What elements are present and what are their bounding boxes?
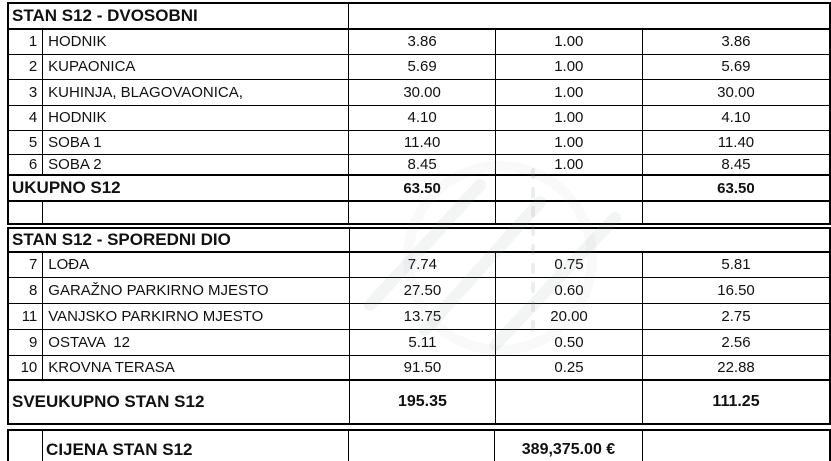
empty-cell <box>43 201 349 224</box>
coefficient: 1.00 <box>495 29 642 54</box>
row-number: 5 <box>8 130 43 154</box>
row-number: 11 <box>8 303 43 329</box>
coefficient: 1.00 <box>495 154 642 175</box>
table-row <box>8 154 830 175</box>
grand-total-label: SVEUKUPNO STAN S12 <box>8 380 349 424</box>
room-name: VANJSKO PARKIRNO MJESTO <box>43 303 350 329</box>
room-name: KROVNA TERASA <box>43 355 350 380</box>
table-row <box>8 303 830 329</box>
price-row <box>8 430 830 461</box>
section-title: STAN S12 - DVOSOBNI <box>8 3 349 29</box>
room-name: KUHINJA, BLAGOVAONICA, <box>43 79 349 105</box>
table-row <box>8 355 830 380</box>
table-row <box>8 329 830 355</box>
computed-value: 5.69 <box>642 54 830 79</box>
empty-cell <box>349 201 495 224</box>
area-value: 3.86 <box>349 29 495 54</box>
section-header-row <box>8 228 830 252</box>
empty-cell <box>349 3 830 29</box>
area-value: 4.10 <box>349 105 495 130</box>
price-value: 389,375.00 € <box>494 430 642 461</box>
price-table <box>7 429 831 461</box>
area-value: 13.75 <box>349 303 495 329</box>
computed-value: 8.45 <box>642 154 830 175</box>
computed-value: 4.10 <box>642 105 830 130</box>
spacer-row <box>8 201 830 224</box>
row-number: 10 <box>8 355 43 380</box>
empty-cell <box>8 430 43 461</box>
area-value: 30.00 <box>349 79 495 105</box>
grand-total-row <box>8 380 830 424</box>
computed-value: 11.40 <box>642 130 830 154</box>
area-value: 91.50 <box>349 355 495 380</box>
table-row <box>8 79 830 105</box>
coefficient: 0.60 <box>496 277 643 303</box>
grand-total-value: 111.25 <box>643 380 830 424</box>
coefficient: 1.00 <box>495 79 642 105</box>
secondary-area-table <box>7 227 831 425</box>
row-number: 1 <box>8 29 43 54</box>
coefficient: 0.25 <box>496 355 643 380</box>
row-number: 9 <box>8 329 43 355</box>
section-header-row <box>8 3 830 29</box>
empty-cell <box>642 201 830 224</box>
area-value: 27.50 <box>349 277 495 303</box>
row-number: 2 <box>8 54 43 79</box>
row-number: 3 <box>8 79 43 105</box>
table-row <box>8 130 830 154</box>
row-number: 8 <box>8 277 43 303</box>
computed-value: 5.81 <box>643 252 830 277</box>
empty-cell <box>8 201 43 224</box>
computed-value: 16.50 <box>643 277 830 303</box>
coefficient: 0.75 <box>496 252 643 277</box>
computed-value: 22.88 <box>643 355 830 380</box>
total-label: UKUPNO S12 <box>8 175 349 201</box>
area-value: 8.45 <box>349 154 495 175</box>
empty-cell <box>496 380 643 424</box>
room-name: SOBA 1 <box>43 130 349 154</box>
computed-value: 2.75 <box>643 303 830 329</box>
room-name: HODNIK <box>43 105 349 130</box>
room-name: HODNIK <box>43 29 349 54</box>
coefficient: 1.00 <box>495 130 642 154</box>
coefficient: 20.00 <box>496 303 643 329</box>
empty-cell <box>495 175 642 201</box>
computed-value: 2.56 <box>643 329 830 355</box>
computed-value: 30.00 <box>642 79 830 105</box>
room-name: KUPAONICA <box>43 54 349 79</box>
table-row <box>8 252 830 277</box>
table-row <box>8 105 830 130</box>
room-name: OSTAVA 12 <box>43 329 350 355</box>
main-area-table <box>7 2 831 225</box>
section-title: STAN S12 - SPOREDNI DIO <box>8 228 349 252</box>
row-number: 7 <box>8 252 43 277</box>
price-label: CIJENA STAN S12 <box>43 430 349 461</box>
area-value: 5.11 <box>349 329 495 355</box>
table-row <box>8 277 830 303</box>
empty-cell <box>349 228 830 252</box>
coefficient: 0.50 <box>496 329 643 355</box>
empty-cell <box>348 430 494 461</box>
empty-cell <box>495 201 642 224</box>
table-row <box>8 29 830 54</box>
total-area: 63.50 <box>349 175 495 201</box>
table-row <box>8 54 830 79</box>
total-row <box>8 175 830 201</box>
row-number: 6 <box>8 154 43 175</box>
room-name: GARAŽNO PARKIRNO MJESTO <box>43 277 350 303</box>
coefficient: 1.00 <box>495 54 642 79</box>
area-value: 11.40 <box>349 130 495 154</box>
area-value: 5.69 <box>349 54 495 79</box>
room-name: LOĐA <box>43 252 350 277</box>
row-number: 4 <box>8 105 43 130</box>
total-value: 63.50 <box>642 175 830 201</box>
coefficient: 1.00 <box>495 105 642 130</box>
room-name: SOBA 2 <box>43 154 349 175</box>
empty-cell <box>643 430 830 461</box>
area-value: 7.74 <box>349 252 495 277</box>
computed-value: 3.86 <box>642 29 830 54</box>
grand-total-area: 195.35 <box>349 380 495 424</box>
